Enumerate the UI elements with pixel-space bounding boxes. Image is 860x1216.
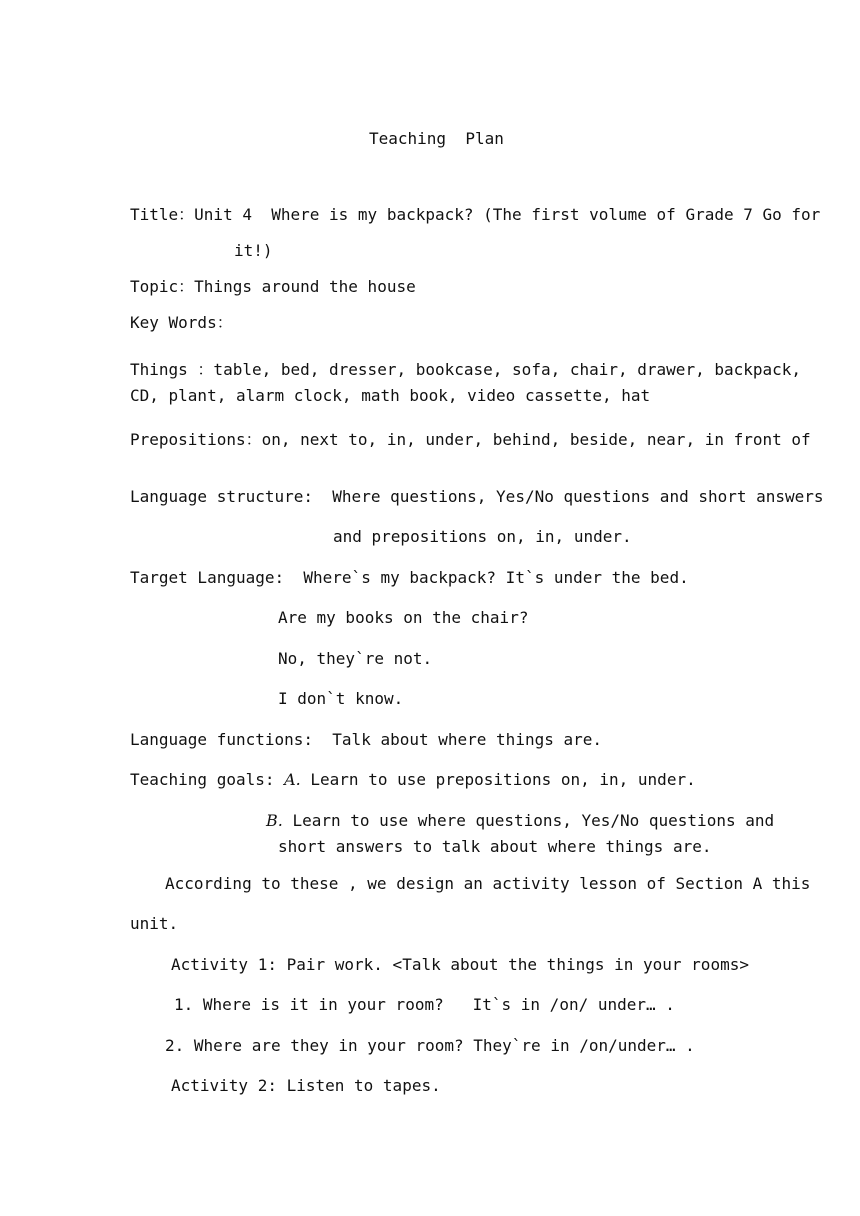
language-functions-line: Language functions: Talk about where things are. (130, 730, 603, 749)
target-language-line-3: No, they`re not. (278, 649, 433, 668)
goal-a-text: Learn to use prepositions on, in, under. (300, 770, 696, 789)
things-line-2: CD, plant, alarm clock, math book, video cassette, hat (130, 386, 651, 405)
according-line-2: unit. (130, 914, 179, 933)
target-language-line-2: Are my books on the chair? (278, 608, 529, 627)
target-language-line-4: I don`t know. (278, 689, 404, 708)
page-title: Teaching Plan (369, 129, 504, 148)
teaching-goals-line-a (130, 770, 696, 790)
language-structure-line-2: and prepositions on, in, under. (333, 527, 632, 546)
activity-2-heading: Activity 2: Listen to tapes. (171, 1076, 441, 1095)
goal-b-text-1: Learn to use where questions, Yes/No questions and (282, 811, 775, 830)
teaching-goals-label: Teaching goals: (130, 770, 285, 789)
language-structure-line-1: Language structure: Where questions, Yes/No questions and short answers (130, 487, 824, 506)
topic-line: Topic：Things around the house (130, 277, 416, 296)
title-line-1: Title：Unit 4 Where is my backpack? (The first volume of Grade 7 Go for (130, 205, 821, 224)
teaching-goals-line-b-2: short answers to talk about where things are. (278, 837, 712, 856)
goal-a-marker: A. (284, 770, 301, 789)
prepositions-line: Prepositions：on, next to, in, under, behind, beside, near, in front of (130, 430, 811, 449)
activity-1-item-2: 2. Where are they in your room? They`re in /on/under… . (165, 1036, 695, 1055)
key-words-heading: Key Words： (130, 313, 233, 332)
teaching-goals-line-b (266, 811, 774, 831)
title-line-2: it!) (234, 241, 273, 260)
things-line-1: Things ：table, bed, dresser, bookcase, sofa, chair, drawer, backpack, (130, 360, 802, 379)
activity-1-item-1: 1. Where is it in your room? It`s in /on/ under… . (174, 995, 675, 1014)
goal-b-marker: B. (266, 811, 283, 830)
according-line-1: According to these , we design an activity lesson of Section A this (165, 874, 811, 893)
target-language-line-1: Target Language: Where`s my backpack? It`s under the bed. (130, 568, 689, 587)
activity-1-heading: Activity 1: Pair work. <Talk about the things in your rooms> (171, 955, 749, 974)
